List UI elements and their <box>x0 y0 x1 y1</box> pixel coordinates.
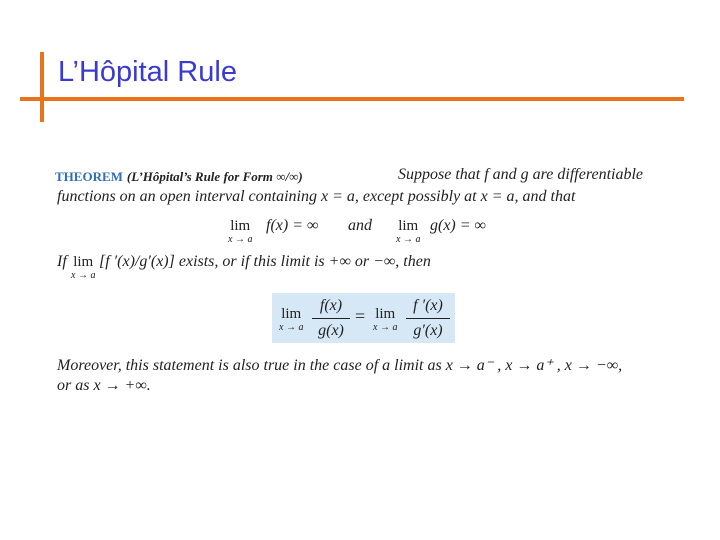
accent-vertical-rule <box>40 52 44 122</box>
condition-g-limit: g(x) = ∞ <box>430 217 486 234</box>
formula-left-fraction <box>312 296 350 341</box>
right-numerator: f ′(x) <box>413 297 443 314</box>
left-denominator: g(x) <box>318 322 344 339</box>
left-numerator: f(x) <box>319 297 343 314</box>
limit-word: lim <box>398 218 419 234</box>
limit-subscript: x → a <box>373 322 398 333</box>
limit-subscript: x → a <box>228 234 253 245</box>
theorem-subtitle: (L’Hôpital’s Rule for Form ∞/∞) <box>126 169 303 184</box>
formula-right-fraction <box>406 296 450 341</box>
limit-subscript: x → a <box>279 322 304 333</box>
theorem-intro-part1: Suppose that f and g are differentiable <box>398 166 644 183</box>
and-word: and <box>348 217 372 234</box>
limit-operator-f <box>228 219 252 247</box>
formula-limit-right <box>373 307 397 335</box>
limit-operator-g <box>396 219 420 247</box>
limit-word: lim <box>73 254 94 270</box>
limit-word: lim <box>230 218 251 234</box>
limit-word: lim <box>375 306 396 322</box>
condition-f-limit: f(x) = ∞ <box>266 217 319 234</box>
limit-subscript: x → a <box>71 270 96 281</box>
theorem-label: THEOREM <box>55 169 123 184</box>
if-condition-expression: [f ′(x)/g′(x)] exists, or if this limit is +∞ or −∞, then <box>99 253 431 270</box>
moreover-line-1: Moreover, this statement is also true in the case of a limit as x → a⁻ , x → a⁺ , x → −∞, <box>57 357 623 374</box>
lhopital-formula <box>272 293 455 343</box>
right-denominator: g′(x) <box>413 322 443 339</box>
accent-horizontal-rule <box>20 97 684 101</box>
if-word: If <box>57 253 67 270</box>
moreover-line-2: or as x → +∞. <box>57 377 151 394</box>
slide-title: L’Hôpital Rule <box>58 56 237 88</box>
formula-equals: = <box>355 306 366 326</box>
limit-subscript: x → a <box>396 234 421 245</box>
theorem-heading-line <box>55 168 303 186</box>
formula-limit-left <box>279 307 303 335</box>
limit-operator-ratio <box>71 255 95 283</box>
theorem-intro-part2: functions on an open interval containing x = a, except possibly at x = a, and that <box>57 188 576 205</box>
limit-word: lim <box>281 306 302 322</box>
